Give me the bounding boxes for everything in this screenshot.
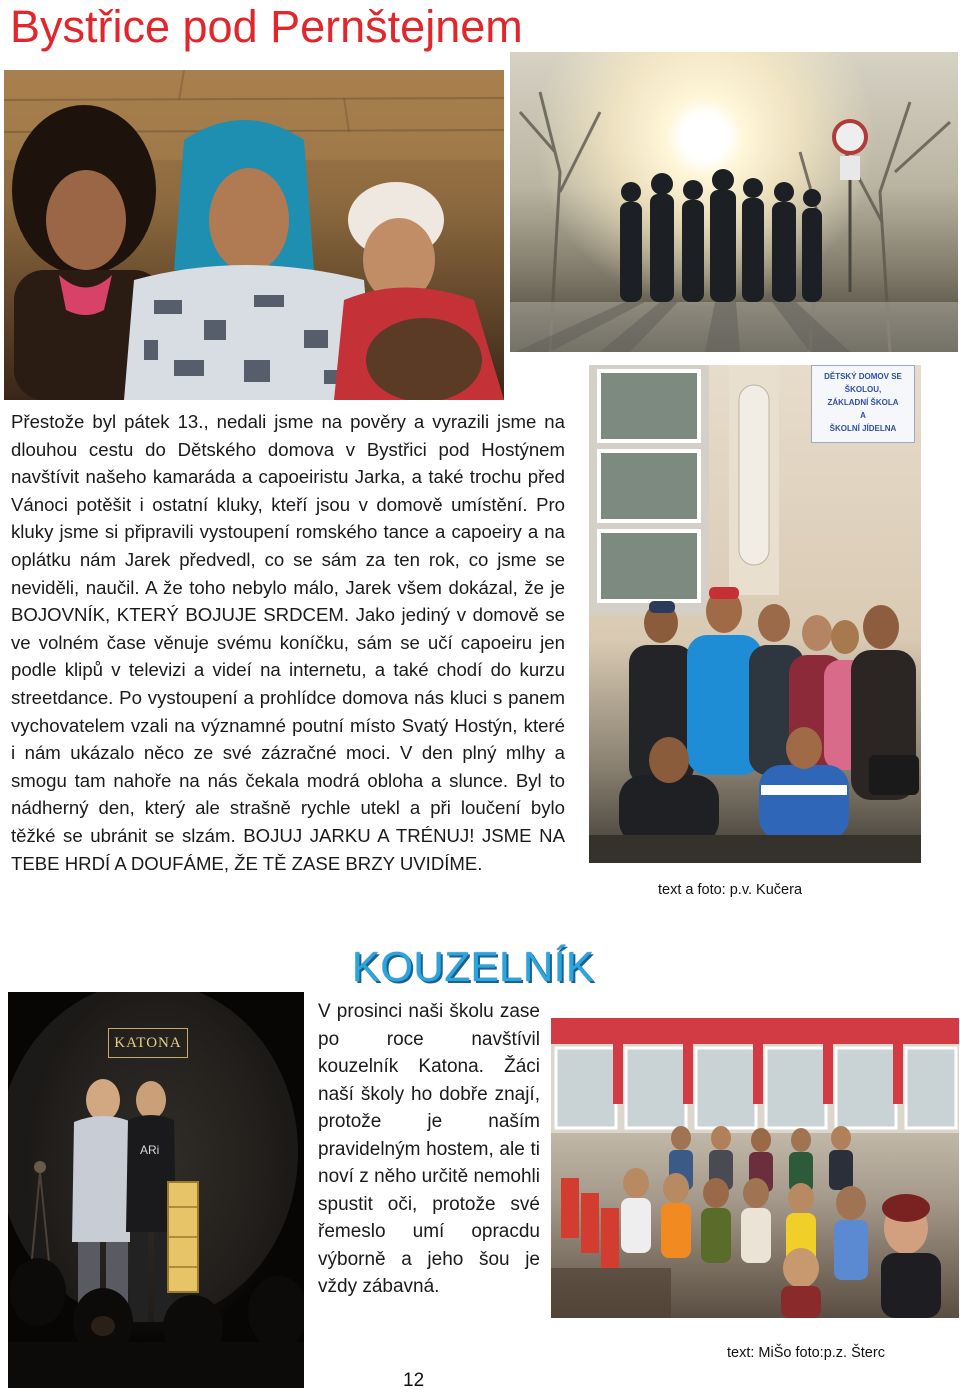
katona-stage-logo: KATONA	[108, 1028, 188, 1058]
section-heading: KOUZELNÍK	[352, 943, 595, 990]
article-credit: text a foto: p.v. Kučera	[658, 882, 803, 898]
photo-group-at-childrens-home	[589, 365, 921, 863]
article-body: Přestože byl pátek 13., nedali jsme na pověry a vyrazili jsme na dlouhou cestu do Dětského domova v Bystřici pod Hostýnem navštívit našeho kamaráda a capoeiristu Jarka, a také trochu před Vánoci potěšit i ostatní kluky, kteří jsou v domově umístění. Pro kluky jsme si připravili vystoupení romského tance a capoeiry a na oplátku nám Jarek předvedl, co se sám za ten rok, co jsme se neviděli, naučil. A že toho nebylo málo, Jarek všem dokázal, že je BOJOVNÍK, KTERÝ BOJUJE SRDCEM. Jako jediný v domově se ve volném čase věnuje svému koníčku, sám se učí capoeiru jen podle klipů v televizi a videí na internetu, a také chodí do kurzu streetdance. Po vystoupení a prohlídce domova nás kluci s panem vychovatelem vzali na významné poutní místo Svatý Hostýn, které i nám ukázalo něco ze své zázračné moci. V den plný mlhy a smogu tam nahoře na nás čekala modrá obloha a slunce. Byl to nádherný den, který ale strašně rychle utekl a při loučení bylo těžké se ubránit se slzám. BOJUJ JARKU A TRÉNUJ! JSME NA TEBE HRDÍ A DOUFÁME, ŽE TĚ ZASE BRZY UVIDÍME.	[11, 411, 565, 874]
photo-sunlit-fog-group	[510, 52, 958, 352]
svg-text:ARi: ARi	[140, 1143, 160, 1157]
photo-three-kids	[4, 70, 504, 400]
magician-article-body: V prosinci naši školu zase po roce navštívil kouzelník Katona. Žáci naší školy ho dobře znají, protože je naším pravidelným hostem, ale ti noví z něho určitě nemohli spustit oči, protože své řemeslo umí opracdu výborně a jeho šou je vždy zábavná.	[318, 1001, 540, 1297]
page-number: 12	[403, 1370, 425, 1391]
photo-classroom-audience	[551, 1018, 959, 1318]
school-sign: DĚTSKÝ DOMOV SE ŠKOLOU, ZÁKLADNÍ ŠKOLA A ŠKOLNÍ JÍDELNA	[811, 365, 915, 443]
photo-magician-on-stage	[8, 992, 304, 1388]
page-title: Bystřice pod Pernštejnem	[10, 1, 523, 52]
magician-article-credit: text: MiŠo foto:p.z. Šterc	[727, 1345, 885, 1361]
